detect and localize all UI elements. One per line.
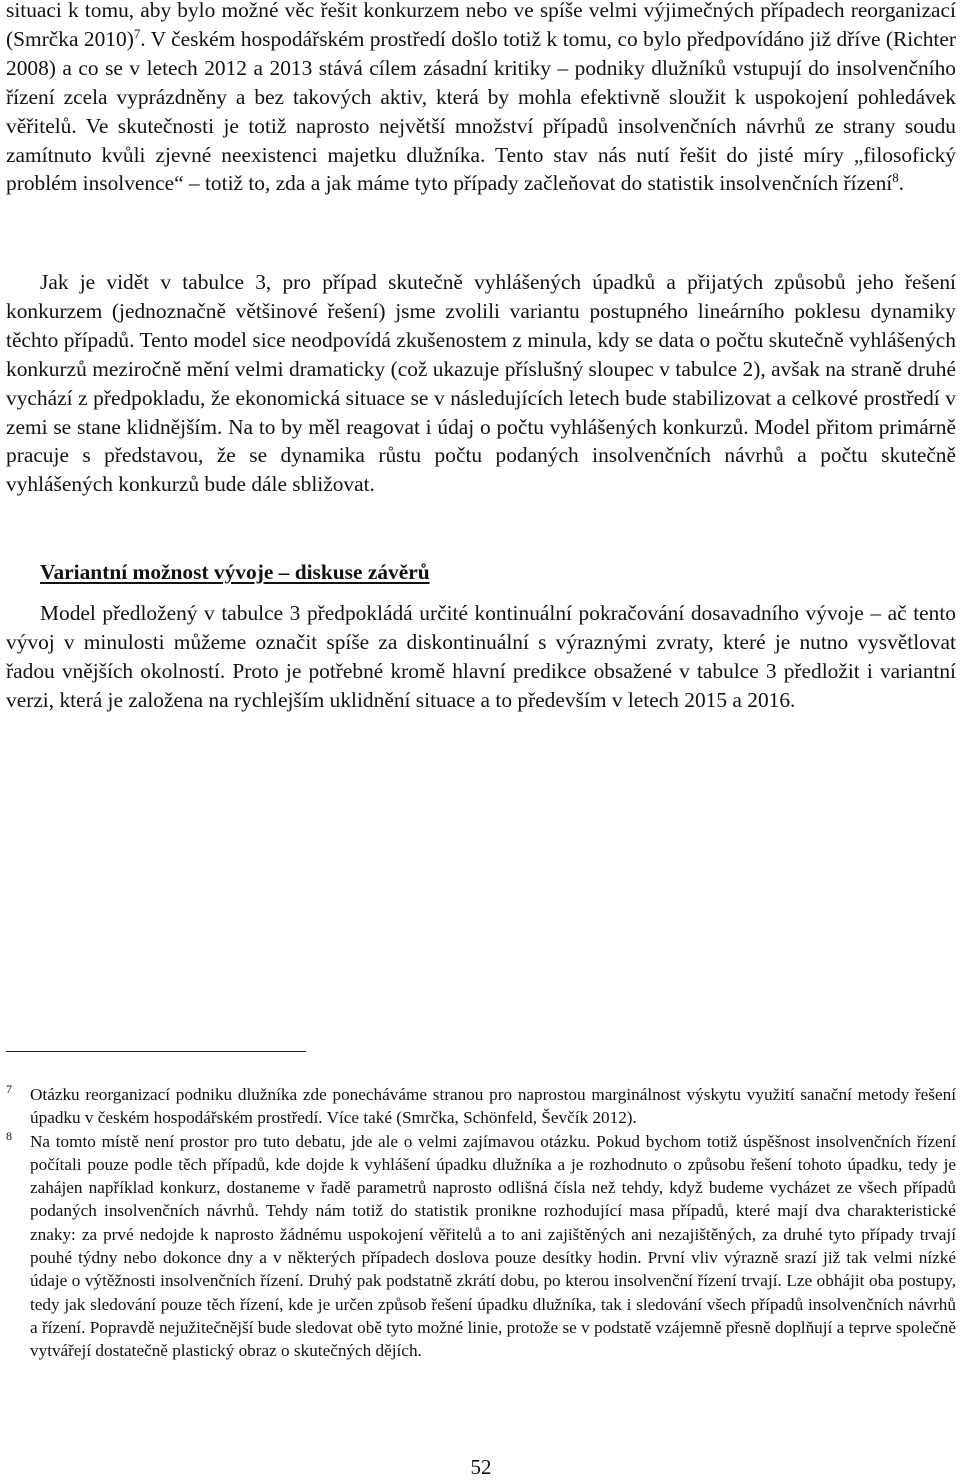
- section-heading: [40, 558, 430, 586]
- footnotes: [6, 1083, 956, 1363]
- paragraph-1-text-c: .: [898, 171, 905, 196]
- footnote-8: [6, 1130, 956, 1363]
- footnote-7-text: Otázku reorganizací podniku dlužníka zde ponecháváme stranou pro naprostou marginálnost výskytu využití sanační metody řešení úpadku v českém hospodářském prostředí. Více také (Smrčka, Schönfeld, Ševčík 2012).: [30, 1085, 956, 1128]
- footnote-reference-8[interactable]: 8: [892, 171, 899, 186]
- page-number: 52: [470, 1455, 492, 1479]
- footnote-reference-7[interactable]: 7: [133, 26, 141, 41]
- footnote-8-text: Na tomto místě není prostor pro tuto debatu, jde ale o velmi zajímavou otázku. Pokud bychom totiž úspěšnost insolvenčních řízení počítali pouze podle těch případů, kde dojde k vyhlášení úpadku dlužníka a je rozhodnuto o způsobu řešení tohoto úpadku, tedy je zahájen například konkurz, dostaneme v řadě parametrů naprosto odlišná čísla než tehdy, když budeme vycházet ze všech případů podaných insolvenčních návrhů. Tehdy nám totiž do statistik pronikne rozhodující masa případů, které mají dva charakteristické znaky: za prvé nedojde k naprosto žádnému uspokojení věřitelů a to ani zajištěných ani nezajištěných, za druhé tyto případy trvají pouhé týdny nebo dokonce dny a v některých případech doslova pouze desítky hodin. První vliv výrazně srazí již tak velmi nízké údaje o výtěžnosti insolvenčních řízení. Druhý pak podstatně zkrátí dobu, po kterou insolvenční řízení trvají. Lze obhájit oba postupy, tedy jak sledování pouze těch řízení, kde je určen způsob řešení úpadku dlužníka, tak i sledování všech případů insolvenčních návrhů a řízení. Popravdě nejužitečnější bude sledovat obě tyto možné linie, protože se v podstatě vzájemně přesně doplňují a teprve společně vytvářejí dostatečně plastický obraz o skutečných dějích.: [30, 1131, 956, 1361]
- footnote-separator: [6, 1051, 306, 1052]
- body-paragraph-2: Jak je vidět v tabulce 3, pro případ skutečně vyhlášených úpadků a přijatých způsobů jeho řešení konkurzem (jednoznačně většinové řešení) jsme zvolili variantu postupného lineárního poklesu dynamiky těchto případů. Tento model sice neodpovídá zkušenostem z minula, kdy se data o počtu skutečně vyhlášených konkurzů meziročně mění velmi dramaticky (což ukazuje příslušný sloupec v tabulce 2), avšak na straně druhé vychází z předpokladu, že ekonomická situace se v následujících letech bude stabilizovat a celkové prostředí v zemi se stane klidnějším. Na to by měl reagovat i údaj o počtu vyhlášených konkurzů. Model přitom primárně pracuje s představou, že se dynamika růstu počtu podaných insolvenčních návrhů a počtu skutečně vyhlášených konkurzů bude dále sbližovat.: [6, 270, 956, 497]
- footnote-7-mark: 7: [6, 1082, 12, 1096]
- paragraph-1-text-b: . V českém hospodářském prostředí došlo totiž k tomu, co bylo předpovídáno již dříve (Richter 2008) a co se v letech 2012 a 2013 stává cílem zásadní kritiky – podniky dlužníků vstupují do insolvenčního řízení zcela vyprázdněny a bez takových aktiv, která by mohla efektivně sloužit k uspokojení pohledávek věřitelů. Ve skutečnosti je totiž naprosto největší množství případů insolvenčních návrhů ze strany soudu zamítnuto kvůli zjevné neexistenci majetku dlužníka. Tento stav nás nutí řešit do jisté míry „filosofický problém insolvence“ – totiž to, zda a jak máme tyto případy začleňovat do statistik insolvenčních řízení: [6, 26, 956, 196]
- section-heading-text: Variantní možnost vývoje – diskuse závěrů: [40, 560, 430, 584]
- paragraph-1-text-a: situaci k tomu, aby bylo možné věc řešit konkurzem nebo ve spíše velmi výjimečných případech reorganizací (Smrčka 2010): [6, 0, 956, 51]
- body-paragraph-1: [6, 0, 956, 198]
- body-paragraph-3: Model předložený v tabulce 3 předpokládá určité kontinuální pokračování dosavadního vývoje – ač tento vývoj v minulosti můžeme označit spíše za diskontinuální s výraznými zvraty, které je nutno vysvětlovat řadou vnějších okolností. Proto je potřebné kromě hlavní predikce obsažené v tabulce 3 předložit i variantní verzi, která je založena na rychlejším uklidnění situace a to především v letech 2015 a 2016.: [6, 601, 956, 712]
- footnote-7: [6, 1083, 956, 1130]
- footnote-8-mark: 8: [6, 1128, 12, 1143]
